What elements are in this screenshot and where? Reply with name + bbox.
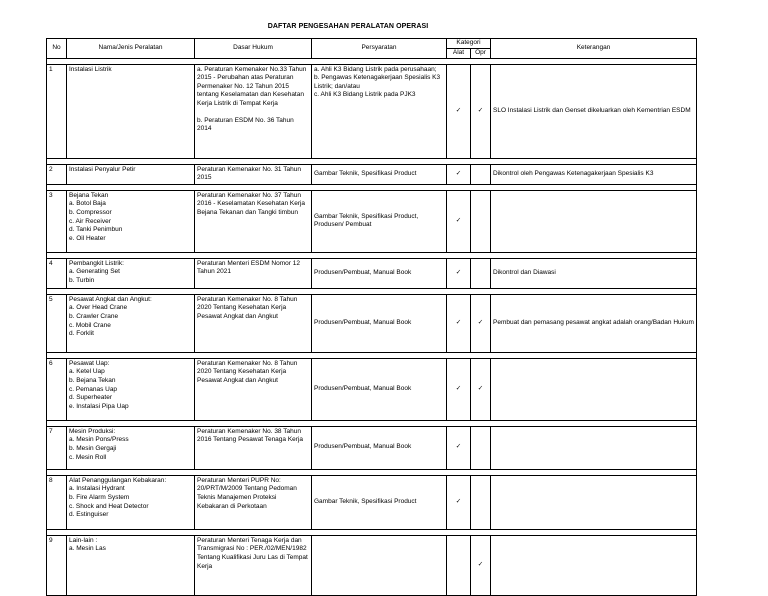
equipment-name-line: Alat Penanggulangan Kebakaran:	[69, 476, 167, 484]
equipment-name-line: a. Over Head Crane	[69, 304, 128, 312]
equipment-name-line: a. Instalasi Hydrant	[69, 485, 125, 493]
checkmark-icon: ✓	[455, 268, 462, 276]
checkmark-icon: ✓	[477, 384, 484, 392]
equipment-name-line: Bejana Tekan	[69, 191, 109, 199]
table-row	[47, 258, 697, 288]
equipment-name-line: a. Generating Set	[69, 268, 120, 276]
header-note: Keterangan	[491, 39, 697, 59]
equipment-name-line: a. Ketel Uap	[69, 368, 105, 376]
table-row	[47, 64, 697, 158]
opr-cell	[471, 64, 491, 158]
equipment-name-line: c. Pemanas Uap	[69, 385, 118, 393]
row-number: 6	[47, 358, 67, 420]
checkmark-icon: ✓	[455, 169, 462, 177]
requirement	[312, 258, 447, 288]
requirement-text: Produsen/Pembuat, Manual Book	[314, 443, 412, 451]
alat-cell	[447, 475, 471, 529]
equipment-name-line: Lain-lain :	[69, 536, 98, 544]
legal-basis-text: Peraturan Menteri Tenaga Kerja dan Transmigrasi No : PER./02/MEN/1982 Tentang Kualifikasi Juru Las di Tempat Kerja	[197, 536, 308, 570]
legal-basis-text: Peraturan Kemenaker No. 8 Tahun 2020 Tentang Kesehatan Kerja Pesawat Angkat dan Angkut	[197, 295, 298, 320]
legal-basis-text: Peraturan Menteri ESDM Nomor 12 Tahun 2021	[197, 259, 300, 276]
equipment-name-line: d. Forklit	[69, 330, 94, 338]
equipment-name-line: d. Estinguiser	[69, 511, 109, 519]
table-row	[47, 475, 697, 529]
table-row	[47, 535, 697, 595]
opr-cell	[471, 294, 491, 352]
legal-basis	[195, 258, 312, 288]
checkmark-icon: ✓	[455, 216, 462, 224]
requirement	[312, 294, 447, 352]
equipment-name	[67, 535, 195, 595]
equipment-name-line: e. Oil Heater	[69, 234, 106, 242]
note	[491, 535, 697, 595]
equipment-name-line: d. Superheater	[69, 394, 113, 402]
note: Dikontrol dan Diawasi	[491, 258, 697, 288]
page-title: DAFTAR PENGESAHAN PERALATAN OPERASI	[267, 23, 429, 30]
equipment-name-line: a. Mesin Pons/Press	[69, 436, 129, 444]
equipment-name-line: b. Compressor	[69, 208, 112, 216]
equipment-name-line: Pembangkit Listrik:	[69, 259, 124, 267]
equipment-name-line: e. Instalasi Pipa Uap	[69, 402, 129, 410]
equipment-name	[67, 258, 195, 288]
legal-basis	[195, 64, 312, 158]
requirement	[312, 358, 447, 420]
alat-cell	[447, 190, 471, 252]
opr-cell	[471, 190, 491, 252]
header-name: Nama/Jenis Peralatan	[67, 39, 195, 59]
requirement-text: Gambar Teknik, Spesifikasi Product	[314, 169, 417, 177]
checkmark-icon: ✓	[455, 384, 462, 392]
legal-basis-text: Peraturan Kemenaker No. 8 Tahun 2020 Tentang Kesehatan Kerja Pesawat Angkat dan Angkut	[197, 359, 298, 384]
equipment-name-line: Pesawat Angkat dan Angkut:	[69, 295, 152, 303]
checkmark-icon: ✓	[477, 106, 484, 114]
row-number: 2	[47, 164, 67, 184]
header-requirement: Persyaratan	[312, 39, 447, 59]
row-number: 4	[47, 258, 67, 288]
equipment-name	[67, 190, 195, 252]
requirement	[312, 64, 447, 158]
legal-basis-text: Peraturan Menteri PUPR No: 20/PRT/M/2009 Tentang Pedoman Teknis Manajemen Proteksi Kebakaran di Perkotaan	[197, 476, 297, 510]
equipment-name-line: c. Shock and Heat Detector	[69, 502, 149, 510]
equipment-name	[67, 475, 195, 529]
checkmark-icon: ✓	[455, 497, 462, 505]
row-number: 7	[47, 426, 67, 469]
header-alat: Alat	[447, 49, 471, 59]
note	[491, 358, 697, 420]
equipment-name-line: Instalasi Listrik	[69, 65, 112, 73]
equipment-name-line: c. Mesin Roll	[69, 453, 107, 461]
equipment-name-line: c. Air Receiver	[69, 217, 111, 225]
legal-basis-text: Peraturan Kemenaker No. 37 Tahun 2016 - Keselamatan Kesehatan Kerja Bejana Tekanan dan Tangki timbun	[197, 191, 306, 216]
legal-basis-text: Peraturan Kemenaker No. 31 Tahun 2015	[197, 165, 301, 182]
requirement-text: Produsen/Pembuat, Manual Book	[314, 384, 412, 392]
opr-cell	[471, 358, 491, 420]
legal-basis	[195, 535, 312, 595]
table-row	[47, 358, 697, 420]
header-no: No	[47, 39, 67, 59]
legal-basis-text: b. Peraturan ESDM No. 36 Tahun 2014	[197, 116, 294, 133]
note	[491, 426, 697, 469]
equipment-name	[67, 164, 195, 184]
header-row	[47, 39, 697, 49]
requirement	[312, 475, 447, 529]
row-number: 8	[47, 475, 67, 529]
table-row	[47, 426, 697, 469]
requirement-text: Gambar Teknik, Spesifikasi Product, Produsen/ Pembuat	[314, 212, 419, 229]
requirement	[312, 164, 447, 184]
legal-basis	[195, 164, 312, 184]
checkmark-icon: ✓	[455, 443, 462, 451]
header-law: Dasar Hukum	[195, 39, 312, 59]
equipment-name-line: a. Mesin Las	[69, 545, 106, 553]
table-row	[47, 190, 697, 252]
alat-cell	[447, 164, 471, 184]
alat-cell	[447, 426, 471, 469]
requirement-text: Produsen/Pembuat, Manual Book	[314, 268, 412, 276]
legal-basis-text: a. Peraturan Kemenaker No.33 Tahun 2015 - Perubahan atas Peraturan Permenaker No. 12 Tahun 2015 tentang Keselamatan dan Kesehatan Kerja Listrik di Tempat Kerja	[197, 65, 307, 107]
legal-basis	[195, 294, 312, 352]
equipment-name-line: Instalasi Penyalur Petir	[69, 165, 136, 173]
opr-cell	[471, 535, 491, 595]
row-number: 5	[47, 294, 67, 352]
equipment-name	[67, 294, 195, 352]
legal-basis	[195, 426, 312, 469]
requirement	[312, 535, 447, 595]
row-number: 3	[47, 190, 67, 252]
requirement-text: a. Ahli K3 Bidang Listrik pada perusahaan;	[314, 65, 437, 73]
alat-cell	[447, 258, 471, 288]
alat-cell	[447, 64, 471, 158]
requirement	[312, 190, 447, 252]
opr-cell	[471, 475, 491, 529]
equipment-name-line: a. Botol Baja	[69, 200, 106, 208]
header-category: Kategori	[447, 39, 491, 49]
equipment-name	[67, 64, 195, 158]
opr-cell	[471, 164, 491, 184]
requirement-text: c. Ahli K3 Bidang Listrik pada PJK3	[314, 91, 416, 99]
legal-basis	[195, 190, 312, 252]
note: Dikontrol oleh Pengawas Ketenagakerjaan Spesialis K3	[491, 164, 697, 184]
alat-cell	[447, 294, 471, 352]
equipment-name-line: b. Fire Alarm System	[69, 493, 130, 501]
equipment-name-line: Mesin Produksi:	[69, 427, 116, 435]
checkmark-icon: ✓	[455, 106, 462, 114]
row-number: 9	[47, 535, 67, 595]
equipment-name	[67, 358, 195, 420]
equipment-name-line: Pesawat Uap:	[69, 359, 110, 367]
row-number: 1	[47, 64, 67, 158]
equipment-table	[46, 38, 697, 596]
opr-cell	[471, 426, 491, 469]
paragraph-gap	[197, 109, 309, 117]
equipment-name-line: b. Turbin	[69, 276, 95, 284]
opr-cell	[471, 258, 491, 288]
note: SLO Instalasi Listrik dan Genset dikeluarkan oleh Kementrian ESDM	[491, 64, 697, 158]
alat-cell	[447, 535, 471, 595]
requirement	[312, 426, 447, 469]
note: Pembuat dan pemasang pesawat angkat adalah orang/Badan Hukum	[491, 294, 697, 352]
checkmark-icon: ✓	[477, 560, 484, 568]
equipment-name-line: b. Mesin Gergaji	[69, 444, 117, 452]
requirement-text: b. Pengawas Ketenagakerjaan Spesialis K3 Listrik; dan/atau	[314, 74, 441, 90]
legal-basis	[195, 475, 312, 529]
header-opr: Opr	[471, 49, 491, 59]
equipment-name-line: d. Tanki Penimbun	[69, 226, 123, 234]
legal-basis-text: Peraturan Kemenaker No. 38 Tahun 2016 Tentang Pesawat Tenaga Kerja	[197, 427, 304, 444]
requirement-text: Gambar Teknik, Spesifikasi Product	[314, 497, 417, 505]
table-row	[47, 164, 697, 184]
requirement-text: Produsen/Pembuat, Manual Book	[314, 318, 412, 326]
checkmark-icon: ✓	[477, 318, 484, 326]
note	[491, 190, 697, 252]
table-row	[47, 294, 697, 352]
equipment-name-line: b. Bejana Tekan	[69, 376, 116, 384]
equipment-name	[67, 426, 195, 469]
equipment-name-line: b. Crawler Crane	[69, 312, 119, 320]
alat-cell	[447, 358, 471, 420]
equipment-name-line: c. Mobil Crane	[69, 321, 111, 329]
checkmark-icon: ✓	[455, 318, 462, 326]
note	[491, 475, 697, 529]
legal-basis	[195, 358, 312, 420]
